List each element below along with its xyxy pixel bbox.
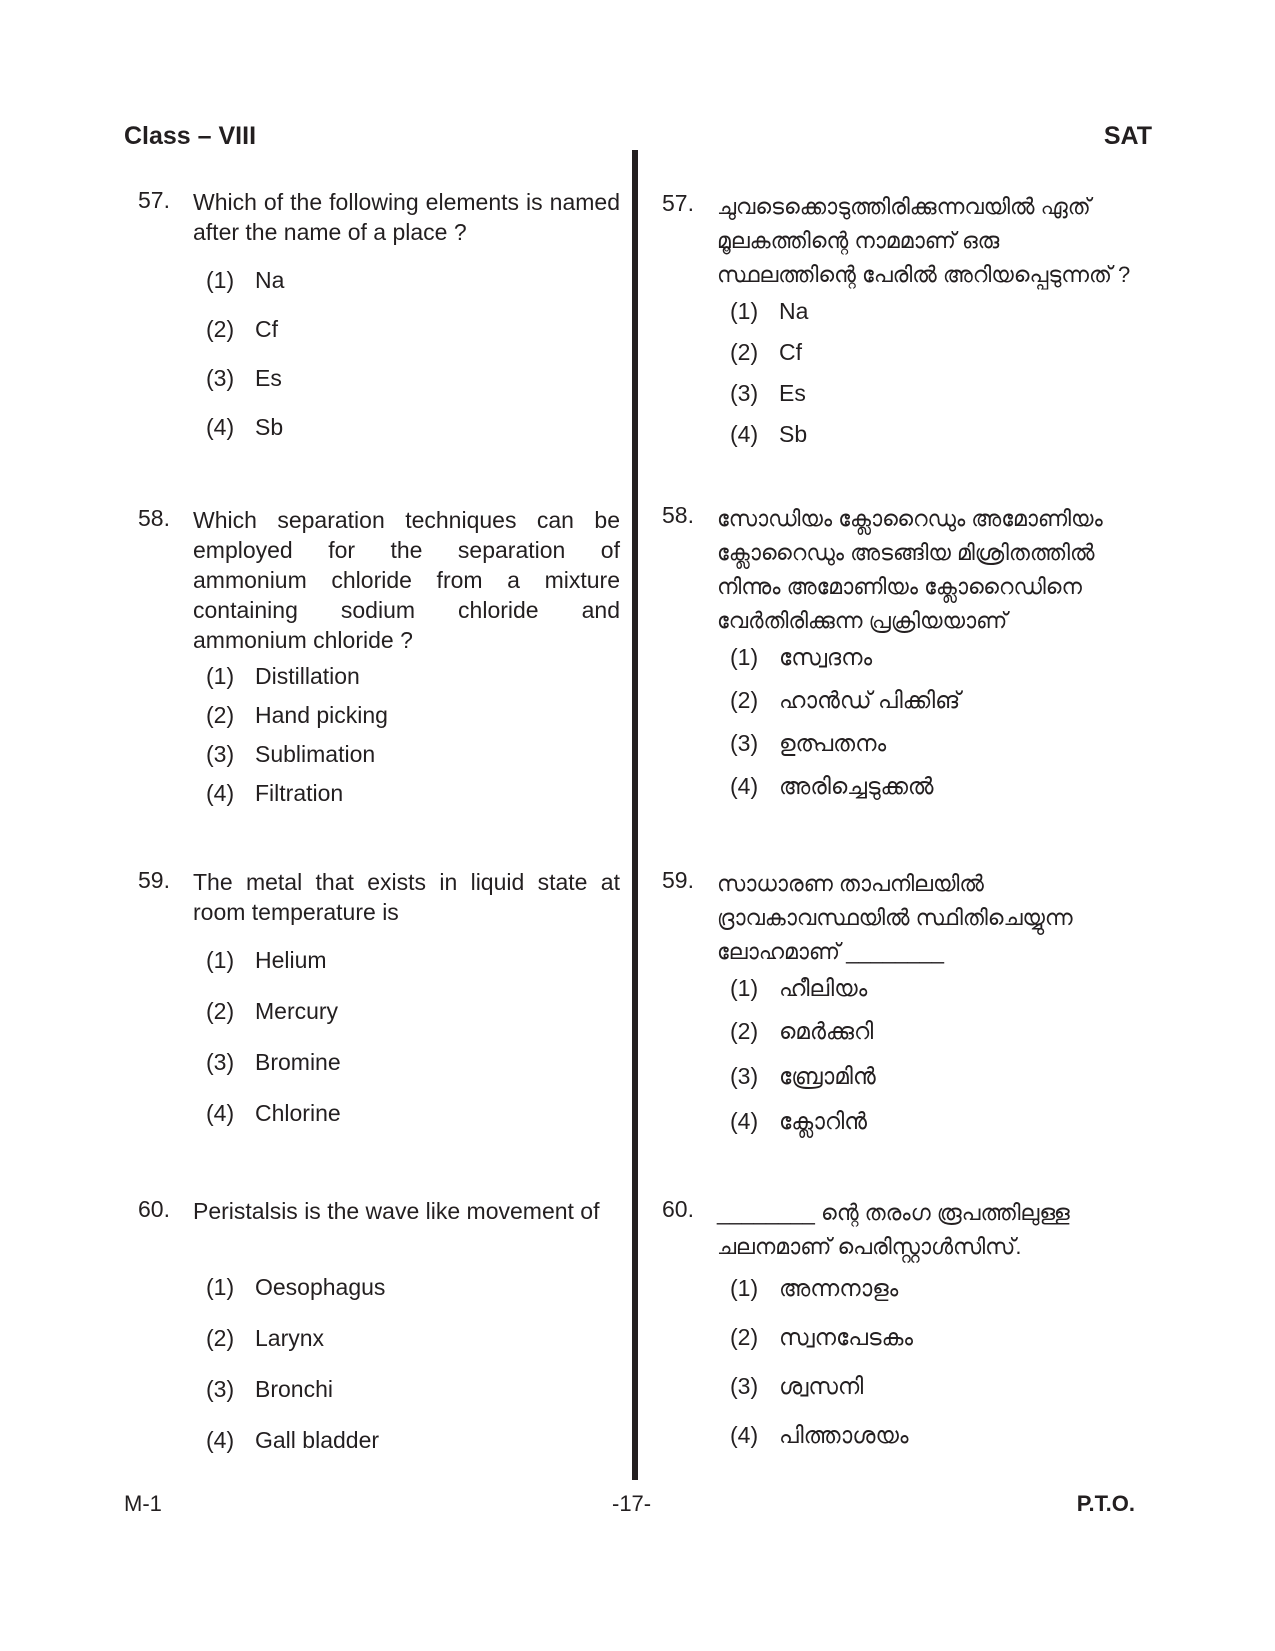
option-2: (2) Cf	[730, 339, 802, 365]
question-text: The metal that exists in liquid state at room temperature is	[193, 869, 620, 925]
question-number: 57.	[138, 187, 170, 213]
question-number: 58.	[138, 505, 170, 531]
question-number: 59.	[662, 867, 694, 893]
option-1: (1) Distillation	[206, 663, 360, 689]
option-2: (2) സ്വനപേടകം	[730, 1324, 914, 1350]
option-2: (2) Hand picking	[206, 702, 388, 728]
option-2: (2) Mercury	[206, 998, 339, 1024]
exam-label: SAT	[1103, 122, 1152, 150]
question-text: ________ ന്റെ തരംഗ രൂപത്തിലുള്ള ചലനമാണ് പെരിസ്റ്റാൾസിസ്.	[717, 1200, 1070, 1259]
option-3: (3) Es	[730, 380, 806, 406]
option-3: (3) Sublimation	[206, 741, 376, 767]
option-1: (1) ഹീലിയം	[730, 975, 868, 1001]
option-4: (4) Chlorine	[206, 1100, 341, 1126]
class-label: Class – VIII	[124, 122, 257, 150]
option-4: (4) Filtration	[206, 780, 344, 806]
question-58-ml	[662, 502, 1142, 799]
paper-code: M-1	[124, 1491, 162, 1516]
option-3: (3) Es	[206, 365, 282, 391]
option-3: (3) Bronchi	[206, 1376, 333, 1402]
question-number: 59.	[138, 867, 170, 893]
option-3: (3) ബ്രോമിൻ	[730, 1063, 876, 1089]
question-number: 60.	[138, 1196, 170, 1222]
question-number: 58.	[662, 502, 694, 528]
question-text: Which of the following elements is named after the name of a place ?	[193, 189, 620, 245]
question-60-ml	[662, 1196, 1142, 1448]
option-1: (1) അന്നനാളം	[730, 1275, 899, 1301]
option-1: (1) സ്വേദനം	[730, 644, 873, 670]
option-4: (4) ക്ലോറിൻ	[730, 1108, 868, 1134]
option-2: (2) മെർക്കുറി	[730, 1018, 874, 1044]
question-59-ml	[662, 867, 1142, 1134]
pto-label: P.T.O.	[1076, 1491, 1135, 1516]
option-1: (1) Na	[730, 298, 809, 324]
option-3: (3) ശ്വസനി	[730, 1373, 864, 1399]
option-2: (2) Cf	[206, 316, 278, 342]
option-4: (4) Gall bladder	[206, 1427, 380, 1453]
question-text: സോഡിയം ക്ലോറൈഡും അമോണിയം ക്ലോറൈഡും അടങ്ങിയ മിശ്രിതത്തിൽ നിന്നും അമോണിയം ക്ലോറൈഡിനെ വേർതിരിക്കുന്ന പ്രക്രിയയാണ്	[717, 506, 1103, 633]
question-text: Which separation techniques can be employed for the separation of ammonium chloride from a mixture containing sodium chloride and ammonium chloride ?	[193, 507, 620, 653]
question-59-en	[138, 867, 620, 1126]
question-text: Peristalsis is the wave like movement of	[193, 1198, 600, 1224]
option-2: (2) Larynx	[206, 1325, 325, 1351]
option-4: (4) അരിച്ചെടുക്കൽ	[730, 773, 934, 799]
column-divider	[632, 150, 638, 1480]
option-1: (1) Helium	[206, 947, 327, 973]
question-60-en	[138, 1196, 620, 1453]
option-3: (3) ഉത്പതനം	[730, 730, 887, 756]
question-number: 57.	[662, 190, 694, 216]
question-text: സാധാരണ താപനിലയിൽ ദ്രാവകാവസ്ഥയിൽ സ്ഥിതിചെയ്യുന്ന ലോഹമാണ് ________	[717, 871, 1073, 964]
option-1: (1) Na	[206, 267, 285, 293]
question-number: 60.	[662, 1196, 694, 1222]
page-number: -17-	[612, 1491, 652, 1516]
option-2: (2) ഹാൻഡ് പിക്കിങ്	[730, 687, 961, 713]
question-57-en	[138, 187, 620, 440]
option-4: (4) Sb	[730, 421, 808, 447]
question-57-ml	[662, 190, 1142, 447]
question-58-en	[138, 505, 620, 806]
option-3: (3) Bromine	[206, 1049, 341, 1075]
option-1: (1) Oesophagus	[206, 1274, 386, 1300]
option-4: (4) Sb	[206, 414, 284, 440]
option-4: (4) പിത്താശയം	[730, 1422, 909, 1448]
question-text: ചുവടെക്കൊടുത്തിരിക്കുന്നവയിൽ ഏത് മൂലകത്തിന്റെ നാമമാണ് ഒരു സ്ഥലത്തിന്റെ പേരിൽ അറിയപ്പെടുന്നത് ?	[717, 194, 1131, 287]
